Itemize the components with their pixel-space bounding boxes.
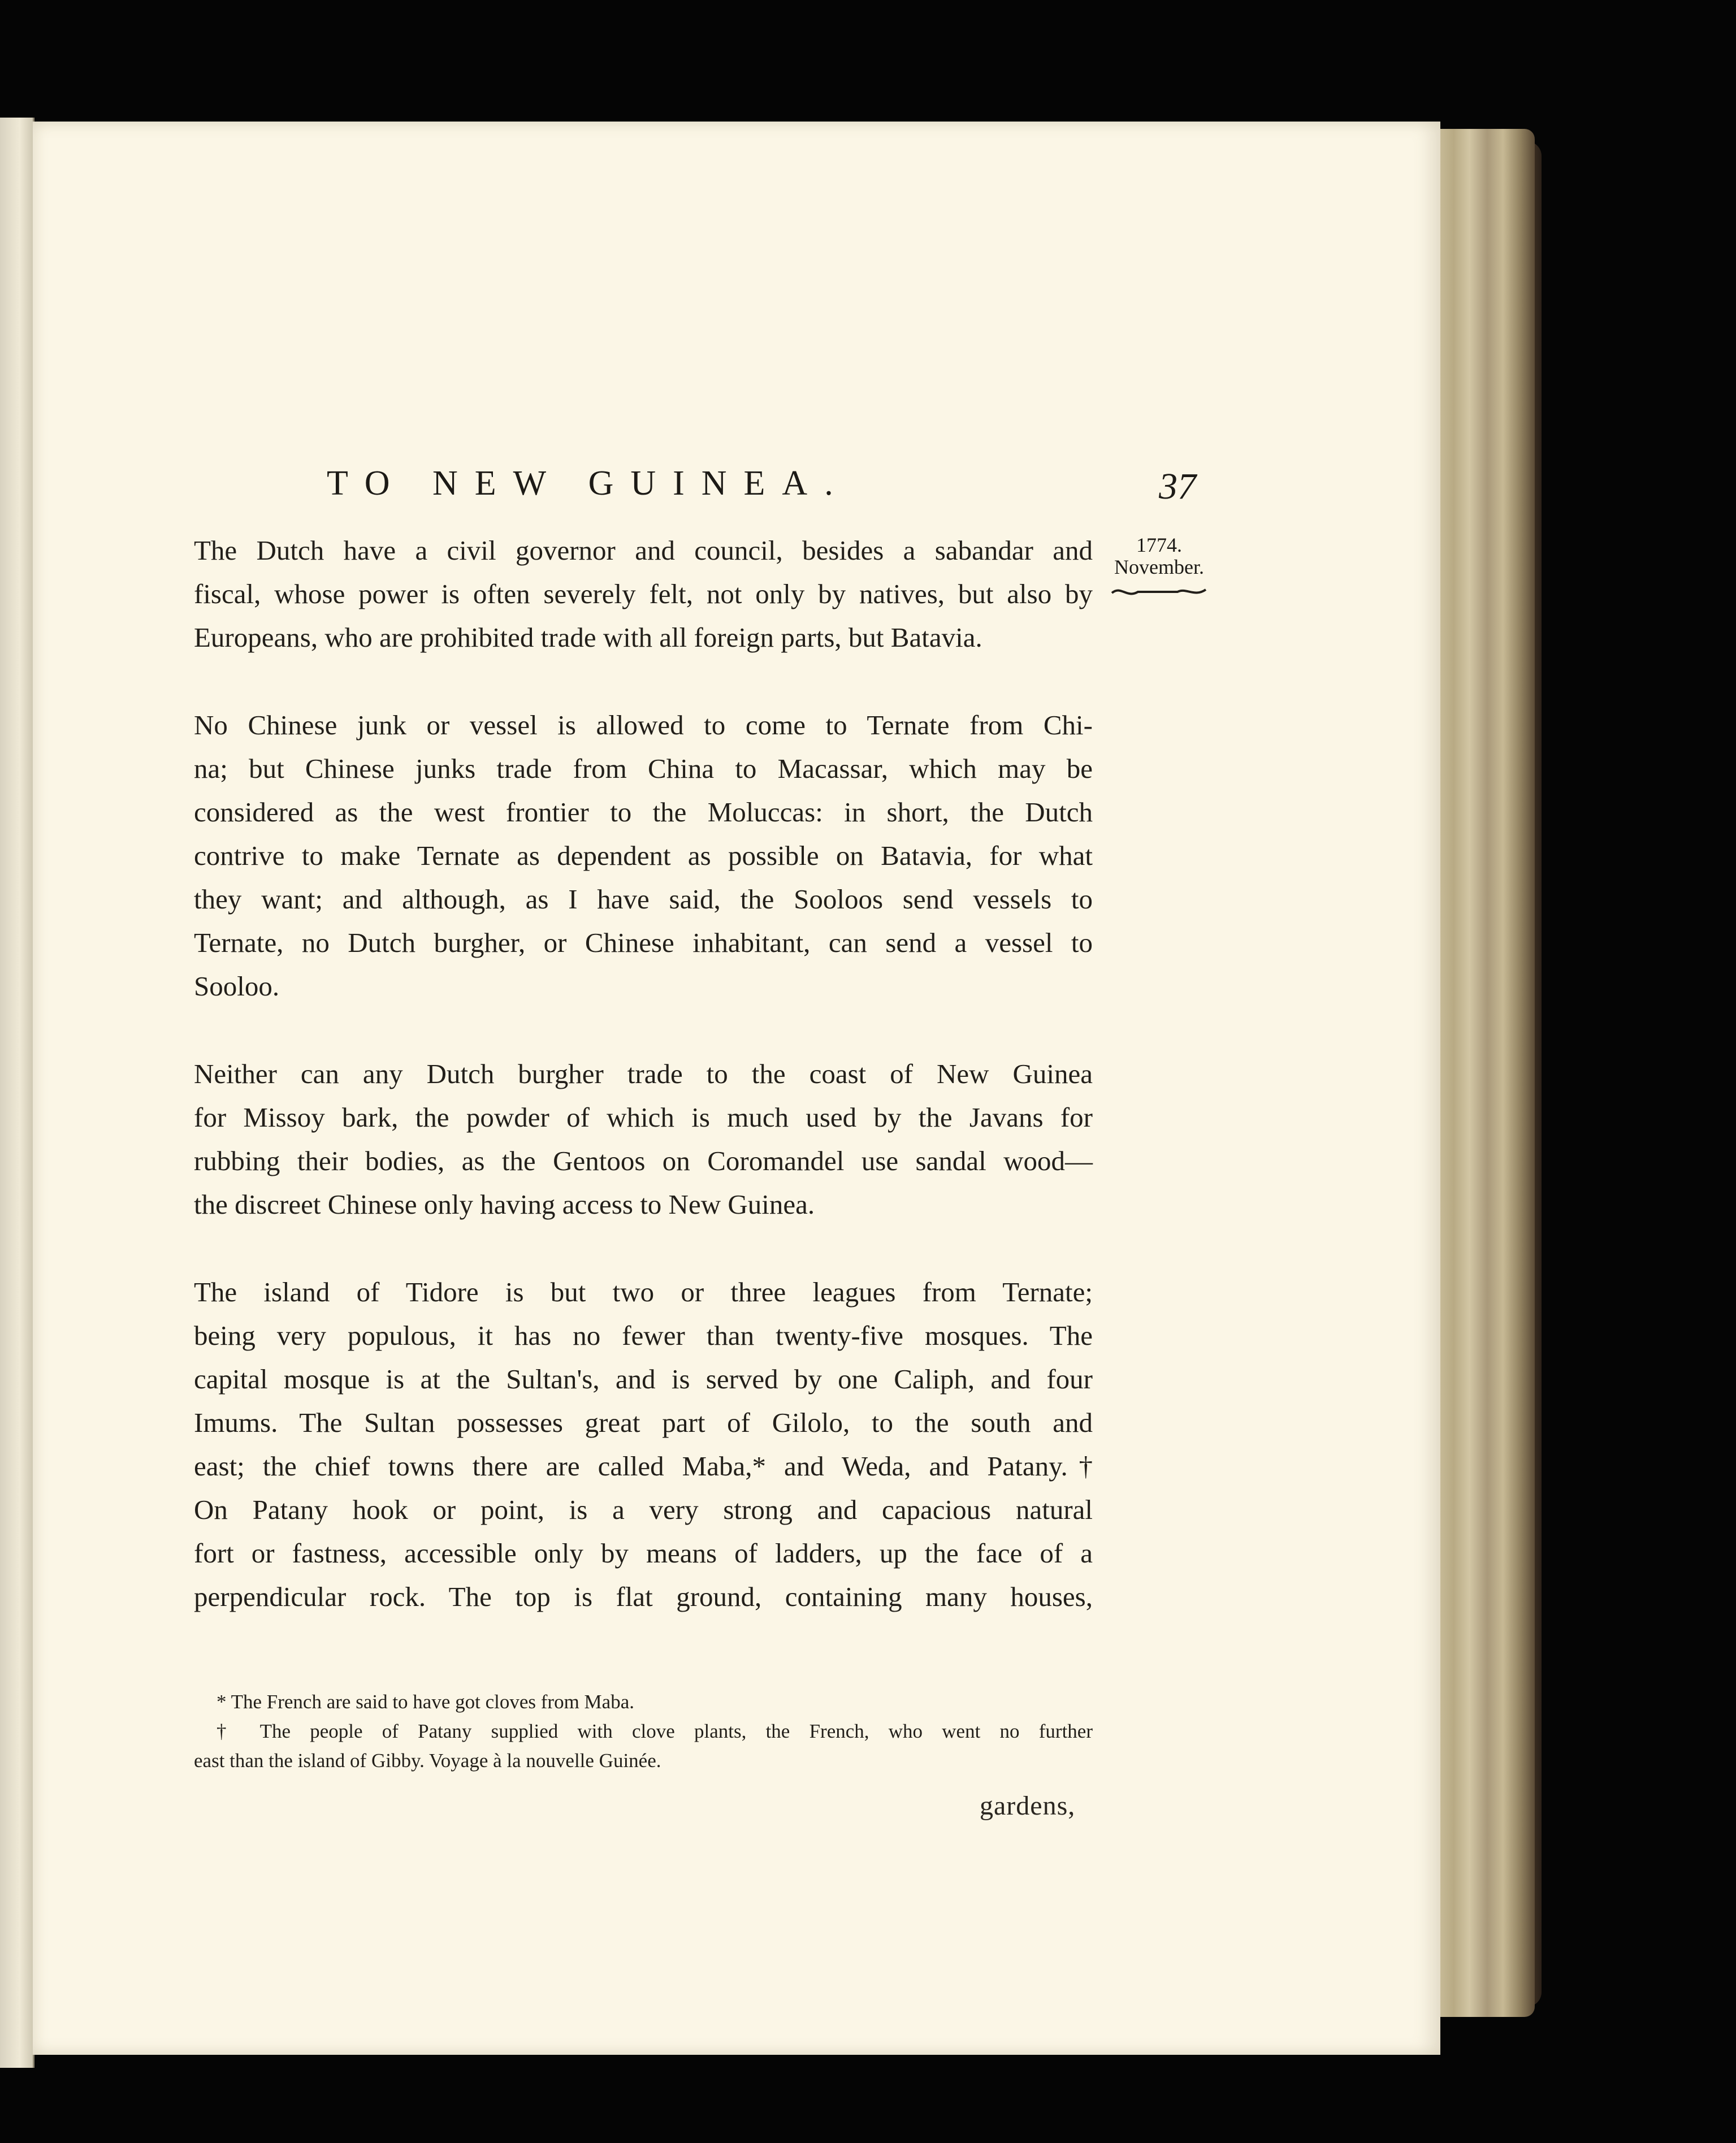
paragraph (194, 1052, 1093, 1226)
paragraph (194, 529, 1093, 659)
text-line: Neither can any Dutch burgher trade to the coast of New Guinea (194, 1058, 1093, 1089)
text-line: rubbing their bodies, as the Gentoos on Coromandel use sandal wood— (194, 1145, 1093, 1176)
text-line: being very populous, it has no fewer than twenty-five mosques. The (194, 1320, 1093, 1351)
footnote-line: east than the island of Gibby. Voyage à la nouvelle Guinée. (194, 1750, 661, 1772)
margin-date-note (1110, 534, 1209, 600)
text-line: the discreet Chinese only having access to New Guinea. (194, 1189, 815, 1220)
margin-year: 1774. (1136, 534, 1182, 556)
text-line: contrive to make Ternate as dependent as possible on Batavia, for what (194, 840, 1093, 871)
text-line: Ternate, no Dutch burgher, or Chinese inhabitant, can send a vessel to (194, 927, 1093, 958)
text-line: The Dutch have a civil governor and council, besides a sabandar and (194, 535, 1093, 566)
footnotes (194, 1687, 1093, 1776)
text-line: Europeans, who are prohibited trade with all foreign parts, but Batavia. (194, 622, 982, 653)
running-header: TO NEW GUINEA. (327, 464, 850, 503)
text-line: na; but Chinese junks trade from China to Macassar, which may be (194, 753, 1093, 784)
facing-page-edge (0, 118, 34, 2068)
page-number: 37 (1159, 466, 1196, 507)
text-line: Sooloo. (194, 971, 280, 1002)
text-line: considered as the west frontier to the Moluccas: in short, the Dutch (194, 796, 1093, 828)
flourish-ornament (1110, 583, 1209, 600)
page-stack-edge (1436, 129, 1535, 2017)
catchword: gardens, (980, 1791, 1076, 1821)
text-line: No Chinese junk or vessel is allowed to come to Ternate from Chi- (194, 709, 1093, 741)
footnote-line: * The French are said to have got cloves from Maba. (217, 1691, 634, 1713)
text-line: for Missoy bark, the powder of which is much used by the Javans for (194, 1102, 1093, 1133)
text-line: fiscal, whose power is often severely felt, not only by natives, but also by (194, 578, 1093, 609)
text-line: The island of Tidore is but two or three leagues from Ternate; (194, 1276, 1093, 1308)
paragraph (194, 703, 1093, 1008)
body-text (194, 529, 1093, 1663)
text-line: Imums. The Sultan possesses great part of Gilolo, to the south and (194, 1407, 1093, 1438)
text-line: fort or fastness, accessible only by means of ladders, up the face of a (194, 1538, 1093, 1569)
paragraph (194, 1270, 1093, 1618)
text-line: they want; and although, as I have said, the Sooloos send vessels to (194, 884, 1093, 915)
book-page (33, 122, 1440, 2055)
text-line: On Patany hook or point, is a very strong and capacious natural (194, 1494, 1093, 1525)
margin-month: November. (1114, 556, 1204, 578)
text-line: perpendicular rock. The top is flat ground, containing many houses, (194, 1581, 1093, 1612)
text-line: east; the chief towns there are called Maba,* and Weda, and Patany.† (194, 1451, 1093, 1482)
footnote-line: † The people of Patany supplied with clove plants, the French, who went no further (217, 1720, 1093, 1742)
text-line: capital mosque is at the Sultan's, and is served by one Caliph, and four (194, 1363, 1093, 1395)
